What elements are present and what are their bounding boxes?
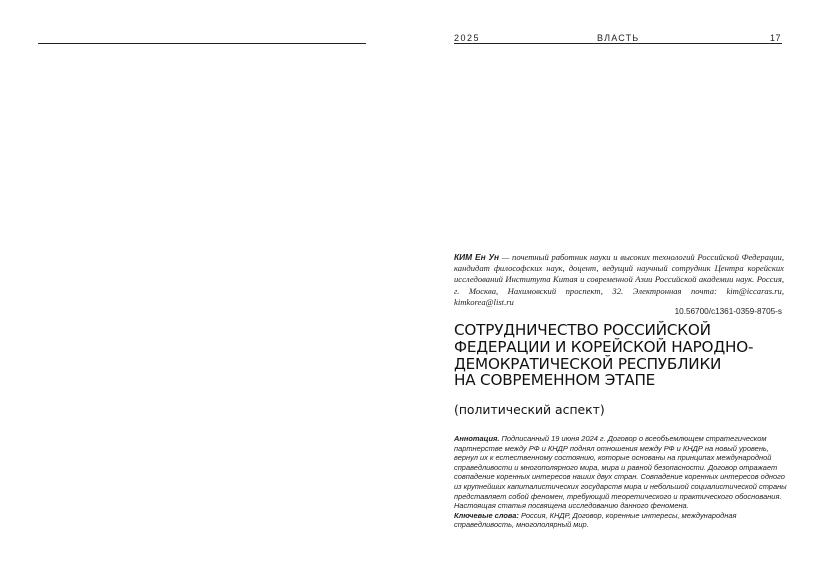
abstract-line: вернул их к естественному состоянию, которые основаны на принципах международной (454, 453, 772, 463)
author-name: КИМ Ен Ун (454, 252, 500, 262)
article-title (454, 322, 794, 389)
title-line: СОТРУДНИЧЕСТВО РОССИЙСКОЙ (454, 321, 711, 339)
title-line: ФЕДЕРАЦИИ И КОРЕЙСКОЙ НАРОДНО- (454, 337, 754, 356)
right-page-header-rule (454, 43, 782, 44)
abstract-line: Аннотация. Подписанный 19 июня 2024 г. Договор о всеобъемлющем стратегическом (454, 434, 767, 443)
keywords-label: Ключевые слова: (454, 510, 519, 520)
abstract-line: Настоящая статья посвящена исследованию данного феномена. (454, 501, 689, 511)
running-head-year: 2025 (454, 33, 481, 43)
left-page-header-rule (38, 43, 366, 44)
keywords-line: справедливость, многополярный мир. (454, 520, 589, 530)
doi: 10.56700/c1361-0359-8705-s (674, 307, 782, 316)
running-head-journal: ВЛАСТЬ (597, 33, 640, 43)
abstract-line: из крупнейших капиталистических государств мира и небольшой социалистической страны (454, 481, 787, 491)
article-subtitle: (политический аспект) (454, 402, 605, 417)
abstract-line: партнерстве между РФ и КНДР поднял отношения между РФ и КНДР на новый уровень, (454, 443, 769, 453)
title-line: НА СОВРЕМЕННОМ ЭТАПЕ (454, 371, 656, 390)
abstract-line: совпадение коренных интересов наших двух стран. Совпадение коренных интересов одного (454, 472, 785, 482)
abstract-line: справедливости и многополярного мира, мира и равной безопасности. Договор отражает (454, 462, 778, 472)
author-info (454, 252, 784, 308)
abstract-label: Аннотация. (454, 434, 500, 443)
abstract-line: представляет собой феномен, требующий теоретического и практического обоснования. (454, 491, 782, 501)
keywords-line: Ключевые слова: Россия, КНДР, Договор, коренные интересы, международная (454, 510, 737, 520)
abstract-block (454, 434, 787, 530)
page-number: 17 (770, 33, 782, 43)
author-bio: — почетный работник науки и высоких технологий Российской Федерации, кандидат философских наук, доцент, ведущий научный сотрудник Центра корейских исследований Института Китая и современной Азии Российской академии наук. Россия, г. Москва, Нахимовский проспект, 32. Электронная почта: kim@iccaras.ru, kimkorea@list.ru (454, 252, 784, 307)
title-line: ДЕМОКРАТИЧЕСКОЙ РЕСПУБЛИКИ (454, 354, 722, 373)
